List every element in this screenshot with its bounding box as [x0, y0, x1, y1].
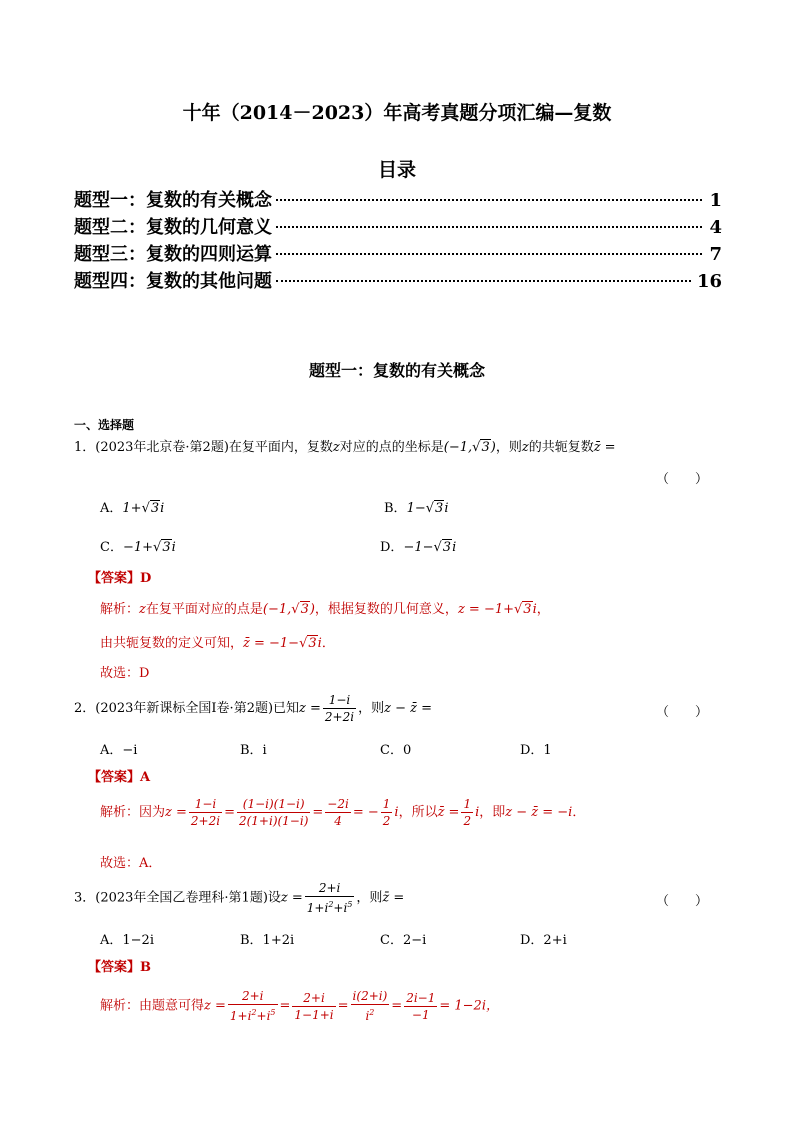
radicand: 3: [442, 540, 452, 555]
answer-label: 【答案】: [88, 571, 141, 586]
radicand: 3: [150, 501, 160, 516]
explain-text: 由共轭复数的定义可知，: [100, 636, 244, 651]
radicand: 3: [300, 602, 309, 617]
option-c[interactable]: C．0: [380, 743, 412, 758]
math-var: z: [139, 602, 146, 617]
radicand: 3: [435, 501, 444, 516]
toc-item[interactable]: [74, 186, 722, 212]
numerator: 2+i: [292, 990, 335, 1007]
explain-text: ，即: [479, 805, 506, 820]
subsection-heading: 一、选择题: [74, 418, 135, 432]
radicand: 3: [523, 602, 532, 617]
math-expr: z =: [204, 998, 226, 1014]
option-d[interactable]: D．2+i: [520, 933, 567, 948]
math-expr: z̄ =: [437, 805, 460, 820]
fraction: [228, 988, 278, 1024]
sqrt: √3: [153, 540, 171, 555]
numerator: −2i: [327, 797, 349, 811]
math-expr: i: [452, 540, 457, 555]
option-label: A．: [100, 501, 123, 516]
explain-text: 在复平面对应的点是: [145, 602, 263, 617]
toc-item[interactable]: [74, 267, 722, 293]
sqrt: √3: [299, 636, 317, 651]
math-expr: 1+: [122, 501, 142, 516]
toc-page-number: 7: [709, 244, 722, 265]
document-title: 十年（2014－2023）年高考真题分项汇编—复数: [182, 102, 612, 124]
explain-text: ，所以: [398, 805, 438, 820]
stem-text: 对应的点的坐标是: [339, 440, 444, 455]
fraction: [305, 880, 355, 916]
fraction: [292, 990, 335, 1023]
answer-line: [88, 956, 151, 975]
math-expr: z̄ =: [382, 890, 405, 906]
numerator: i(2+i): [352, 989, 388, 1003]
den-part: +i: [256, 1009, 271, 1023]
question-1-stem: [74, 436, 616, 455]
denominator: 1−1+i: [294, 1007, 334, 1022]
question-2-stem: [74, 692, 432, 725]
math-expr: i: [160, 501, 165, 516]
fraction: [325, 796, 351, 829]
answer-line: [88, 567, 151, 586]
toc-item[interactable]: [74, 213, 722, 239]
explanation-line: [100, 796, 585, 829]
explanation-line: [100, 988, 499, 1024]
numerator: 1−i: [323, 692, 356, 709]
denominator: 2+2i: [324, 710, 355, 724]
answer-value: A: [140, 770, 151, 785]
math-expr: 1−: [406, 501, 426, 516]
answer-paren: （ ）: [656, 472, 709, 487]
math-expr: z̄ =: [593, 440, 616, 455]
math-expr: = 1−2i，: [439, 998, 499, 1014]
math-expr: z − z̄ =: [384, 701, 432, 716]
sqrt: √3: [141, 501, 160, 516]
math-expr: z =: [165, 805, 187, 820]
math-expr: i: [475, 805, 480, 820]
toc-item-label: 题型三：复数的四则运算: [74, 244, 272, 265]
math-expr: ): [309, 602, 315, 617]
explain-text: ．: [321, 636, 335, 651]
answer-label: 【答案】: [88, 960, 141, 975]
denominator: 2+2i: [190, 814, 221, 828]
numerator: (1−i)(1−i): [237, 796, 310, 813]
fraction: [381, 796, 393, 829]
stem-text: 1．(2023年北京卷·第2题)在复平面内，复数: [74, 440, 333, 455]
numerator: 1: [382, 797, 391, 811]
denominator: 2: [463, 814, 472, 828]
numerator: 2i−1: [406, 990, 436, 1005]
sqrt: √3: [514, 602, 532, 617]
option-d[interactable]: D．1: [520, 743, 552, 758]
math-expr: i: [532, 602, 537, 617]
math-expr: =: [312, 805, 324, 820]
fraction: [404, 990, 437, 1023]
math-expr: =: [224, 805, 235, 820]
denominator: 2: [382, 814, 391, 828]
math-expr: −1−: [403, 540, 434, 555]
math-expr: z̄ = −1−: [243, 636, 300, 651]
stem-text: ，则: [495, 440, 522, 455]
conclusion-2: 故选：A．: [100, 856, 162, 871]
math-expr: z − z̄ = −i: [505, 805, 573, 820]
toc-heading: 目录: [377, 159, 416, 181]
answer-value: D: [140, 571, 152, 586]
option-label: B．: [384, 501, 407, 516]
option-label: C．: [100, 540, 123, 555]
toc-leader: [276, 226, 702, 228]
numerator: 2+i: [228, 988, 278, 1005]
sqrt: √3: [433, 540, 452, 555]
numerator: 1−i: [189, 796, 222, 813]
toc-page-number: 16: [696, 271, 722, 292]
toc-page-number: 1: [709, 190, 722, 211]
option-b[interactable]: B．1+2i: [240, 933, 295, 948]
answer-line: [88, 766, 150, 785]
toc-page-number: 4: [709, 217, 722, 238]
option-label: D．: [380, 540, 404, 555]
option-c[interactable]: C．2−i: [380, 933, 427, 948]
sqrt: √3: [425, 501, 444, 516]
sqrt: √3: [472, 440, 490, 455]
radicand: 3: [162, 540, 171, 555]
exponent: 2: [251, 1008, 257, 1017]
toc-item-label: 题型二：复数的几何意义: [74, 217, 272, 238]
option-d[interactable]: [380, 536, 456, 555]
toc-leader: [276, 199, 702, 201]
math-expr: z =: [280, 890, 303, 906]
toc-item[interactable]: [74, 240, 722, 266]
den-part: i: [365, 1009, 370, 1023]
math-expr: i: [444, 501, 449, 516]
fraction: [189, 796, 222, 829]
math-expr: =: [391, 998, 403, 1014]
explain-text: 解析：因为: [100, 805, 166, 820]
stem-text: 的共轭复数: [528, 440, 594, 455]
explain-text: ，根据复数的几何意义，: [314, 602, 458, 617]
denominator: −1: [411, 1007, 430, 1022]
answer-paren: （ ）: [656, 894, 709, 909]
math-expr: (−1,: [262, 602, 292, 617]
answer-value: B: [140, 960, 152, 975]
denominator: [228, 1005, 278, 1024]
math-expr: = −: [352, 805, 379, 820]
explain-text: 解析：由题意可得: [100, 998, 205, 1014]
fraction: [237, 796, 310, 829]
math-expr: −1+: [122, 540, 154, 555]
toc-leader: [276, 253, 702, 255]
explain-label: 解析：: [100, 602, 140, 617]
toc-item-label: 题型四：复数的其他问题: [74, 271, 272, 292]
exponent: 5: [347, 900, 353, 909]
option-a[interactable]: A．−i: [100, 743, 138, 758]
explanation-line-1: [100, 598, 550, 617]
denominator: 4: [334, 814, 342, 828]
exponent: 2: [369, 1008, 375, 1017]
math-expr: z =: [299, 701, 321, 716]
math-expr: ): [490, 440, 496, 455]
toc-item-label: 题型一：复数的有关概念: [74, 190, 272, 211]
stem-text: ，则: [358, 701, 385, 716]
fraction: [461, 796, 473, 829]
denominator: [351, 1005, 390, 1024]
exponent: 5: [270, 1008, 276, 1017]
math-expr: (−1,: [443, 440, 473, 455]
answer-paren: （ ）: [656, 705, 709, 720]
denominator: [305, 897, 355, 916]
explain-text: ，: [536, 602, 550, 617]
conclusion-1: 故选：D: [100, 666, 150, 681]
numerator: 1: [463, 797, 472, 811]
toc-leader: [276, 280, 691, 282]
denominator: 2(1+i)(1−i): [238, 814, 309, 828]
option-b[interactable]: [384, 497, 448, 516]
explain-text: ．: [572, 805, 586, 820]
stem-text: 3．(2023年全国乙卷理科·第1题)设: [74, 890, 281, 906]
math-expr: i: [394, 805, 399, 820]
math-expr: =: [279, 998, 291, 1014]
option-b[interactable]: B．i: [240, 743, 267, 758]
sqrt: √3: [291, 602, 309, 617]
exponent: 2: [328, 900, 334, 909]
explanation-line-2: [100, 632, 335, 651]
section-title: 题型一：复数的有关概念: [308, 361, 485, 380]
numerator: 2+i: [305, 880, 355, 897]
fraction: [351, 988, 390, 1024]
den-part: 1+i: [229, 1009, 252, 1023]
fraction: [323, 692, 356, 725]
math-var: z: [332, 440, 340, 455]
answer-label: 【答案】: [88, 770, 141, 785]
math-expr: i: [171, 540, 176, 555]
stem-text: 2．(2023年新课标全国Ⅰ卷·第2题)已知: [74, 701, 300, 716]
den-part: 1+i: [306, 901, 329, 915]
stem-text: ，则: [356, 890, 383, 906]
option-c[interactable]: [100, 536, 176, 555]
math-expr: =: [337, 998, 349, 1014]
radicand: 3: [481, 440, 490, 455]
math-var: z: [521, 440, 529, 455]
den-part: +i: [333, 901, 348, 915]
radicand: 3: [308, 636, 317, 651]
math-expr: i: [317, 636, 322, 651]
question-3-stem: [74, 880, 404, 916]
option-a[interactable]: [100, 497, 164, 516]
option-a[interactable]: A．1−2i: [100, 933, 154, 948]
math-expr: z = −1+: [457, 602, 514, 617]
